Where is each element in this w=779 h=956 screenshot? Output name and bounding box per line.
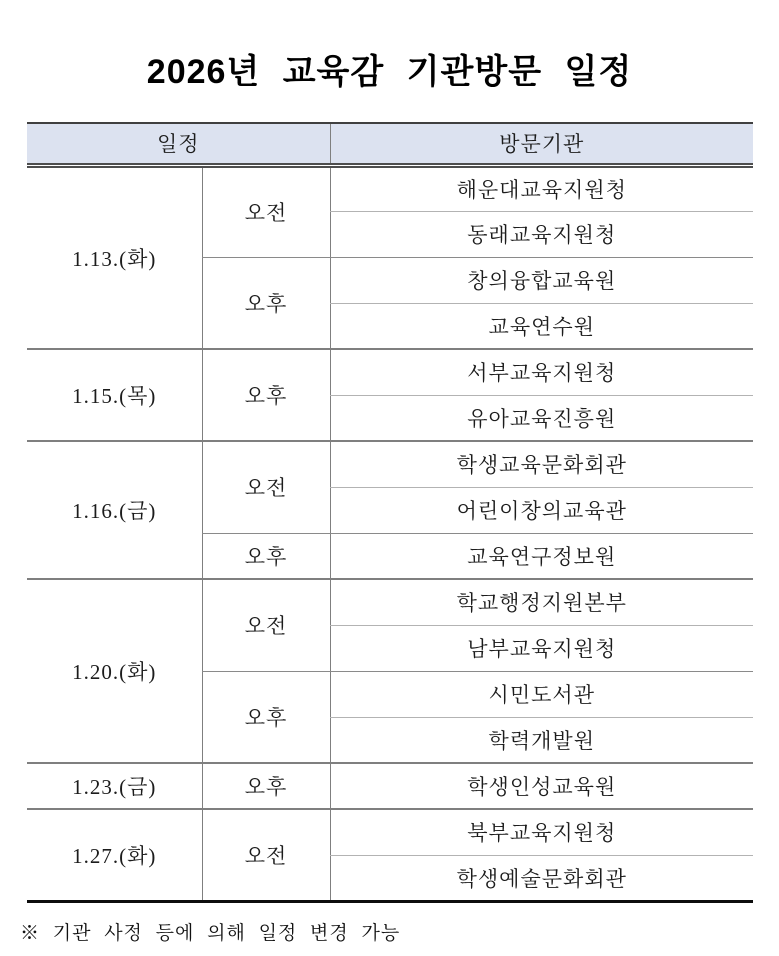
time-cell: 오후 — [202, 349, 330, 441]
institution-cell: 학생예술문화회관 — [330, 855, 753, 901]
institution-cell: 남부교육지원청 — [330, 625, 753, 671]
time-cell: 오전 — [202, 441, 330, 533]
institution-cell: 어린이창의교육관 — [330, 487, 753, 533]
institution-cell: 창의융합교육원 — [330, 257, 753, 303]
time-cell: 오후 — [202, 257, 330, 349]
institution-cell: 해운대교육지원청 — [330, 165, 753, 211]
table-row — [27, 165, 753, 211]
institution-cell: 교육연구정보원 — [330, 533, 753, 579]
date-cell: 1.27.(화) — [72, 843, 157, 868]
institution-cell: 학생교육문화회관 — [330, 441, 753, 487]
time-cell: 오전 — [202, 579, 330, 671]
institution-cell: 동래교육지원청 — [330, 211, 753, 257]
institution-cell: 교육연수원 — [330, 303, 753, 349]
time-cell: 오전 — [202, 809, 330, 901]
time-cell: 오후 — [202, 763, 330, 809]
footnote: ※ 기관 사정 등에 의해 일정 변경 가능 — [20, 922, 401, 944]
table-row — [27, 763, 753, 809]
table-row — [27, 809, 753, 855]
time-cell: 오후 — [202, 533, 330, 579]
institution-cell: 학교행정지원본부 — [330, 579, 753, 625]
institution-cell: 서부교육지원청 — [330, 349, 753, 395]
date-cell: 1.13.(화) — [27, 165, 202, 349]
table-row — [27, 441, 753, 487]
date-cell: 1.23.(금) — [27, 763, 202, 809]
table-row — [27, 579, 753, 625]
time-cell: 오후 — [202, 671, 330, 763]
date-cell: 1.16.(금) — [27, 441, 202, 579]
date-cell: 1.15.(목) — [27, 349, 202, 441]
table-row — [27, 349, 753, 395]
date-cell: 1.20.(화) — [27, 579, 202, 763]
table-header-row — [27, 123, 753, 165]
institution-cell: 학생인성교육원 — [330, 763, 753, 809]
institution-cell: 유아교육진흥원 — [330, 395, 753, 441]
table-header-schedule: 일정 — [27, 123, 330, 165]
table-header-institution: 방문기관 — [330, 123, 753, 165]
page-title: 2026년 교육감 기관방문 일정 — [146, 53, 633, 91]
schedule-table — [27, 122, 753, 903]
institution-cell: 북부교육지원청 — [330, 809, 753, 855]
institution-cell: 시민도서관 — [330, 671, 753, 717]
institution-cell: 학력개발원 — [330, 717, 753, 763]
time-cell: 오전 — [202, 165, 330, 257]
